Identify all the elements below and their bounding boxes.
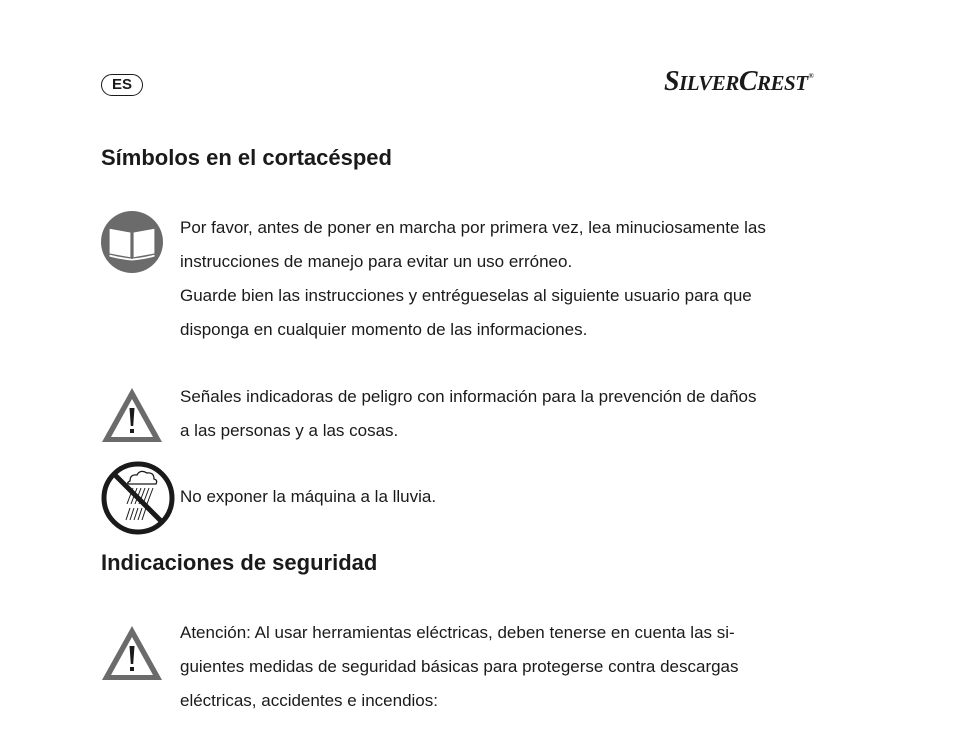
rain-warning-text: No exponer la máquina a la lluvia. xyxy=(180,487,437,506)
safety-attention-text: Atención: Al usar herramientas eléctricas, deben tenerse en cuenta las si- guientes medidas de seguridad básicas para protegerse contra descargas eléctricas, accidentes e incendios: xyxy=(180,623,739,710)
manual-instructions-text: Por favor, antes de poner en marcha por primera vez, lea minuciosamente las instrucciones de manejo para evitar un uso erróneo. Guarde bien las instrucciones y entrégueselas al siguiente usuario para que disponga en cualquier momento de las informaciones. xyxy=(180,218,766,339)
book-icon xyxy=(100,210,164,274)
no-rain-icon xyxy=(100,460,176,536)
warning-signs-text: Señales indicadoras de peligro con información para la prevención de daños a las personas y a las cosas. xyxy=(180,387,757,440)
warning-triangle-icon xyxy=(100,624,164,682)
section-title-safety: Indicaciones de seguridad xyxy=(101,550,378,575)
language-badge: ES xyxy=(101,74,143,96)
warning-triangle-icon xyxy=(100,386,164,444)
section-title-symbols: Símbolos en el cortacésped xyxy=(101,145,392,170)
brand-logo: SILVERCREST® xyxy=(664,66,814,97)
